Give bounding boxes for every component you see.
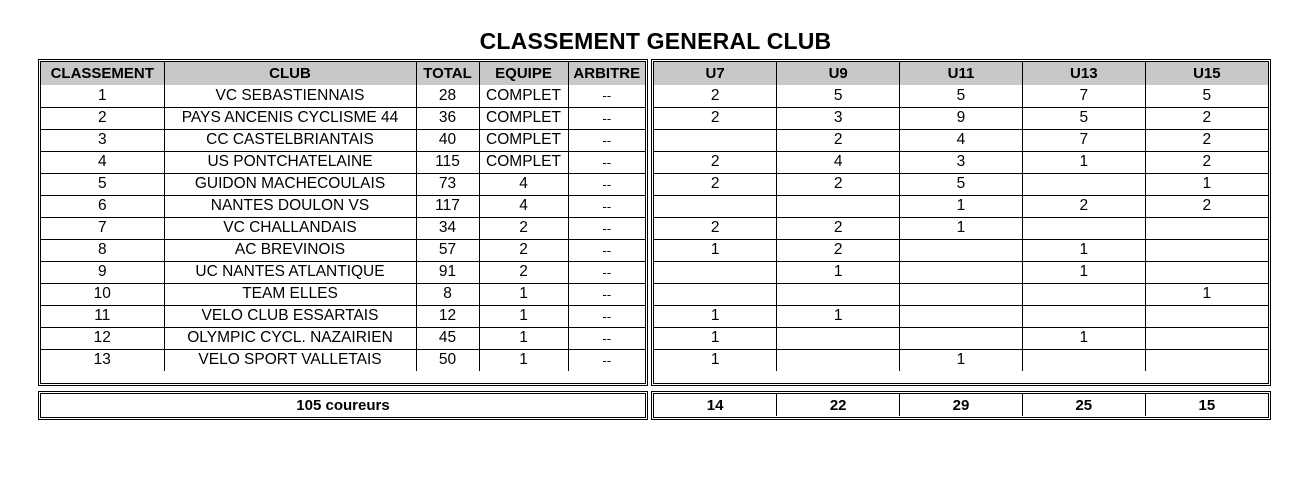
equipe-cell: COMPLET xyxy=(479,151,568,173)
u11-cell: 1 xyxy=(900,217,1023,239)
table-row xyxy=(654,305,1268,327)
u11-cell: 9 xyxy=(900,107,1023,129)
u9-cell: 2 xyxy=(777,239,900,261)
table-row xyxy=(41,129,645,151)
table-row xyxy=(41,217,645,239)
u15-cell xyxy=(1145,327,1268,349)
u15-cell xyxy=(1145,305,1268,327)
u13-cell: 7 xyxy=(1022,129,1145,151)
u7-cell xyxy=(654,195,777,217)
arbitre-cell: -- xyxy=(568,195,645,217)
table-row xyxy=(41,239,645,261)
table-row xyxy=(41,327,645,349)
club-cell: GUIDON MACHECOULAIS xyxy=(164,173,416,195)
u9-cell xyxy=(777,349,900,371)
rank-cell: 1 xyxy=(41,85,164,107)
club-cell: US PONTCHATELAINE xyxy=(164,151,416,173)
u15-cell xyxy=(1145,261,1268,283)
u11-cell: 3 xyxy=(900,151,1023,173)
table-row xyxy=(41,85,645,107)
u13-cell: 1 xyxy=(1022,261,1145,283)
club-cell: VC CHALLANDAIS xyxy=(164,217,416,239)
club-cell: VELO CLUB ESSARTAIS xyxy=(164,305,416,327)
total-cell: 34 xyxy=(416,217,479,239)
header-club: CLUB xyxy=(164,62,416,85)
u15-cell: 2 xyxy=(1145,107,1268,129)
rank-cell: 5 xyxy=(41,173,164,195)
table-row xyxy=(654,217,1268,239)
u9-cell: 4 xyxy=(777,151,900,173)
u15-cell: 2 xyxy=(1145,195,1268,217)
equipe-cell: COMPLET xyxy=(479,85,568,107)
u9-cell xyxy=(777,283,900,305)
header-u15: U15 xyxy=(1145,62,1268,85)
equipe-cell: 2 xyxy=(479,261,568,283)
rank-cell: 12 xyxy=(41,327,164,349)
u7-cell xyxy=(654,129,777,151)
table-row xyxy=(654,283,1268,305)
rank-cell: 9 xyxy=(41,261,164,283)
u7-cell: 2 xyxy=(654,173,777,195)
club-cell: CC CASTELBRIANTAIS xyxy=(164,129,416,151)
total-cell: 28 xyxy=(416,85,479,107)
arbitre-cell: -- xyxy=(568,129,645,151)
u9-cell xyxy=(777,195,900,217)
club-cell: AC BREVINOIS xyxy=(164,239,416,261)
table-row xyxy=(654,261,1268,283)
equipe-cell: 4 xyxy=(479,173,568,195)
category-table xyxy=(651,59,1271,386)
header-row xyxy=(41,62,645,85)
u11-cell: 1 xyxy=(900,195,1023,217)
category-totals-box xyxy=(651,391,1271,420)
u13-cell xyxy=(1022,173,1145,195)
u7-cell xyxy=(654,283,777,305)
arbitre-cell: -- xyxy=(568,151,645,173)
rank-cell: 2 xyxy=(41,107,164,129)
u15-cell xyxy=(1145,217,1268,239)
table-row xyxy=(41,305,645,327)
u11-cell xyxy=(900,261,1023,283)
u7-cell: 1 xyxy=(654,305,777,327)
arbitre-cell: -- xyxy=(568,107,645,129)
rank-cell: 6 xyxy=(41,195,164,217)
total-cell: 91 xyxy=(416,261,479,283)
total-riders-label: 105 coureurs xyxy=(296,396,390,414)
header-u7: U7 xyxy=(654,62,777,85)
u7-cell: 1 xyxy=(654,239,777,261)
u9-cell: 2 xyxy=(777,217,900,239)
total-cell: 8 xyxy=(416,283,479,305)
header-u11: U11 xyxy=(900,62,1023,85)
u7-cell: 1 xyxy=(654,327,777,349)
arbitre-cell: -- xyxy=(568,305,645,327)
u13-cell: 1 xyxy=(1022,151,1145,173)
u15-cell: 1 xyxy=(1145,173,1268,195)
u11-cell: 4 xyxy=(900,129,1023,151)
u15-cell xyxy=(1145,349,1268,371)
u11-cell xyxy=(900,283,1023,305)
rank-cell: 3 xyxy=(41,129,164,151)
total-cell: 57 xyxy=(416,239,479,261)
table-row xyxy=(654,349,1268,371)
u7-cell: 2 xyxy=(654,217,777,239)
table-row xyxy=(654,327,1268,349)
arbitre-cell: -- xyxy=(568,349,645,371)
u13-cell xyxy=(1022,217,1145,239)
table-row xyxy=(654,107,1268,129)
u15-cell: 5 xyxy=(1145,85,1268,107)
u7-cell: 2 xyxy=(654,107,777,129)
rank-cell: 4 xyxy=(41,151,164,173)
u13-cell xyxy=(1022,349,1145,371)
u9-cell: 3 xyxy=(777,107,900,129)
u13-cell: 1 xyxy=(1022,327,1145,349)
u15-cell: 1 xyxy=(1145,283,1268,305)
u13-cell xyxy=(1022,305,1145,327)
table-row xyxy=(41,195,645,217)
total-cell: 40 xyxy=(416,129,479,151)
rank-cell: 10 xyxy=(41,283,164,305)
club-cell: VC SEBASTIENNAIS xyxy=(164,85,416,107)
rank-cell: 13 xyxy=(41,349,164,371)
u11-cell: 5 xyxy=(900,173,1023,195)
u11-cell xyxy=(900,305,1023,327)
total-cell: 45 xyxy=(416,327,479,349)
total-cell: 73 xyxy=(416,173,479,195)
arbitre-cell: -- xyxy=(568,261,645,283)
equipe-cell: COMPLET xyxy=(479,107,568,129)
equipe-cell: 2 xyxy=(479,217,568,239)
total-u7: 14 xyxy=(654,394,777,416)
table-row xyxy=(41,151,645,173)
u11-cell xyxy=(900,327,1023,349)
club-cell: PAYS ANCENIS CYCLISME 44 xyxy=(164,107,416,129)
table-row xyxy=(41,173,645,195)
u7-cell: 2 xyxy=(654,151,777,173)
header-arbitre: ARBITRE xyxy=(568,62,645,85)
total-cell: 36 xyxy=(416,107,479,129)
u13-cell: 7 xyxy=(1022,85,1145,107)
u9-cell: 5 xyxy=(777,85,900,107)
u11-cell: 1 xyxy=(900,349,1023,371)
club-cell: VELO SPORT VALLETAIS xyxy=(164,349,416,371)
u9-cell: 2 xyxy=(777,129,900,151)
u15-cell: 2 xyxy=(1145,151,1268,173)
table-row xyxy=(41,283,645,305)
total-riders-box xyxy=(38,391,648,420)
u15-cell: 2 xyxy=(1145,129,1268,151)
table-row xyxy=(41,107,645,129)
u13-cell: 1 xyxy=(1022,239,1145,261)
equipe-cell: 4 xyxy=(479,195,568,217)
club-cell: OLYMPIC CYCL. NAZAIRIEN xyxy=(164,327,416,349)
total-u11: 29 xyxy=(900,394,1023,416)
table-row xyxy=(654,151,1268,173)
u7-cell: 1 xyxy=(654,349,777,371)
club-table xyxy=(38,59,648,386)
u13-cell xyxy=(1022,283,1145,305)
table-row xyxy=(41,261,645,283)
club-cell: NANTES DOULON VS xyxy=(164,195,416,217)
header-u13: U13 xyxy=(1022,62,1145,85)
total-cell: 117 xyxy=(416,195,479,217)
header-equipe: EQUIPE xyxy=(479,62,568,85)
rank-cell: 7 xyxy=(41,217,164,239)
u7-cell xyxy=(654,261,777,283)
total-cell: 12 xyxy=(416,305,479,327)
table-row xyxy=(41,349,645,371)
equipe-cell: COMPLET xyxy=(479,129,568,151)
header-classement: CLASSEMENT xyxy=(41,62,164,85)
table-row xyxy=(654,85,1268,107)
u13-cell: 5 xyxy=(1022,107,1145,129)
table-row xyxy=(654,129,1268,151)
u11-cell xyxy=(900,239,1023,261)
equipe-cell: 2 xyxy=(479,239,568,261)
total-u15: 15 xyxy=(1145,394,1268,416)
equipe-cell: 1 xyxy=(479,327,568,349)
u9-cell: 1 xyxy=(777,305,900,327)
u15-cell xyxy=(1145,239,1268,261)
equipe-cell: 1 xyxy=(479,283,568,305)
u9-cell: 1 xyxy=(777,261,900,283)
equipe-cell: 1 xyxy=(479,305,568,327)
u11-cell: 5 xyxy=(900,85,1023,107)
table-row xyxy=(654,173,1268,195)
page-title: CLASSEMENT GENERAL CLUB xyxy=(479,28,832,54)
u9-cell: 2 xyxy=(777,173,900,195)
arbitre-cell: -- xyxy=(568,239,645,261)
club-cell: TEAM ELLES xyxy=(164,283,416,305)
u13-cell: 2 xyxy=(1022,195,1145,217)
arbitre-cell: -- xyxy=(568,217,645,239)
u7-cell: 2 xyxy=(654,85,777,107)
arbitre-cell: -- xyxy=(568,283,645,305)
total-u13: 25 xyxy=(1022,394,1145,416)
table-row xyxy=(654,239,1268,261)
u9-cell xyxy=(777,327,900,349)
header-row xyxy=(654,62,1268,85)
club-cell: UC NANTES ATLANTIQUE xyxy=(164,261,416,283)
total-u9: 22 xyxy=(777,394,900,416)
rank-cell: 8 xyxy=(41,239,164,261)
total-cell: 115 xyxy=(416,151,479,173)
table-row xyxy=(654,195,1268,217)
header-total: TOTAL xyxy=(416,62,479,85)
arbitre-cell: -- xyxy=(568,85,645,107)
total-cell: 50 xyxy=(416,349,479,371)
header-u9: U9 xyxy=(777,62,900,85)
arbitre-cell: -- xyxy=(568,173,645,195)
rank-cell: 11 xyxy=(41,305,164,327)
equipe-cell: 1 xyxy=(479,349,568,371)
arbitre-cell: -- xyxy=(568,327,645,349)
